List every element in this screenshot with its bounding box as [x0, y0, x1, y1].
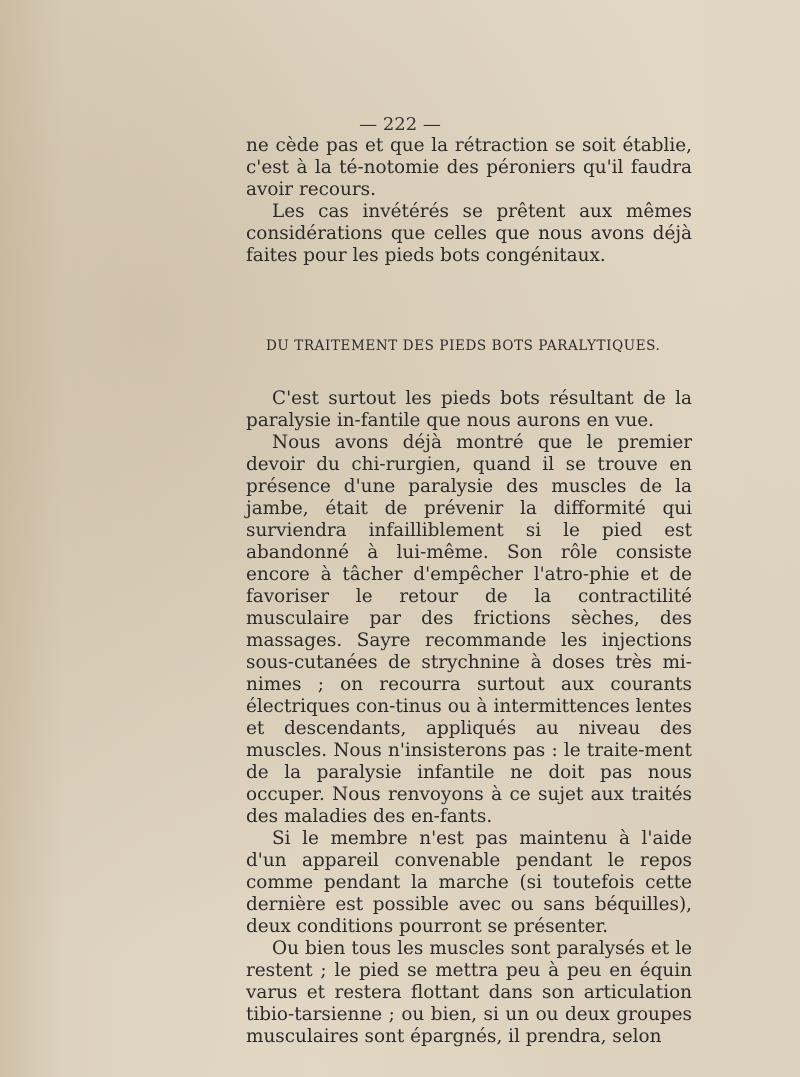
paragraph-5: Si le membre n'est pas maintenu à l'aide d'un appareil convenable pendant le repos comme pendant la marche (si toutefois cette dernière est possible avec ou sans béquilles), deux conditions pourront se présenter.: [246, 828, 692, 937]
body-text: [246, 135, 692, 1048]
paragraph-4: Nous avons déjà montré que le premier devoir du chi-rurgien, quand il se trouve en présence d'une paralysie des muscles de la jambe, était de prévenir la difformité qui surviendra infailliblement si le pied est abandonné à lui-même. Son rôle consiste encore à tâcher d'empêcher l'atro-phie et de favoriser le retour de la contractilité musculaire par des frictions sèches, des massages. Sayre recommande les injections sous-cutanées de strychnine à doses très mi-nimes ; on recourra surtout aux courants électriques con-tinus ou à intermittences lentes et descendants, appliqués au niveau des muscles. Nous n'insisterons pas : le traite-ment de la paralysie infantile ne doit pas nous occuper. Nous renvoyons à ce sujet aux traités des maladies des en-fants.: [246, 432, 692, 827]
page-number: — 222 —: [359, 114, 441, 135]
paragraph-6: Ou bien tous les muscles sont paralysés et le restent ; le pied se mettra peu à peu en équin varus et restera flottant dans son articulation tibio-tarsienne ; ou bien, si un ou deux groupes musculaires sont épargnés, il prendra, selon: [246, 938, 692, 1047]
paragraph-1: ne cède pas et que la rétraction se soit établie, c'est à la té-notomie des péroniers qu'il faudra avoir recours.: [246, 135, 692, 200]
section-heading: DU TRAITEMENT DES PIEDS BOTS PARALYTIQUES.: [266, 338, 661, 354]
paragraph-3: C'est surtout les pieds bots résultant de la paralysie in-fantile que nous aurons en vue.: [246, 388, 692, 431]
paragraph-2: Les cas invétérés se prêtent aux mêmes considérations que celles que nous avons déjà faites pour les pieds bots congénitaux.: [246, 201, 692, 266]
